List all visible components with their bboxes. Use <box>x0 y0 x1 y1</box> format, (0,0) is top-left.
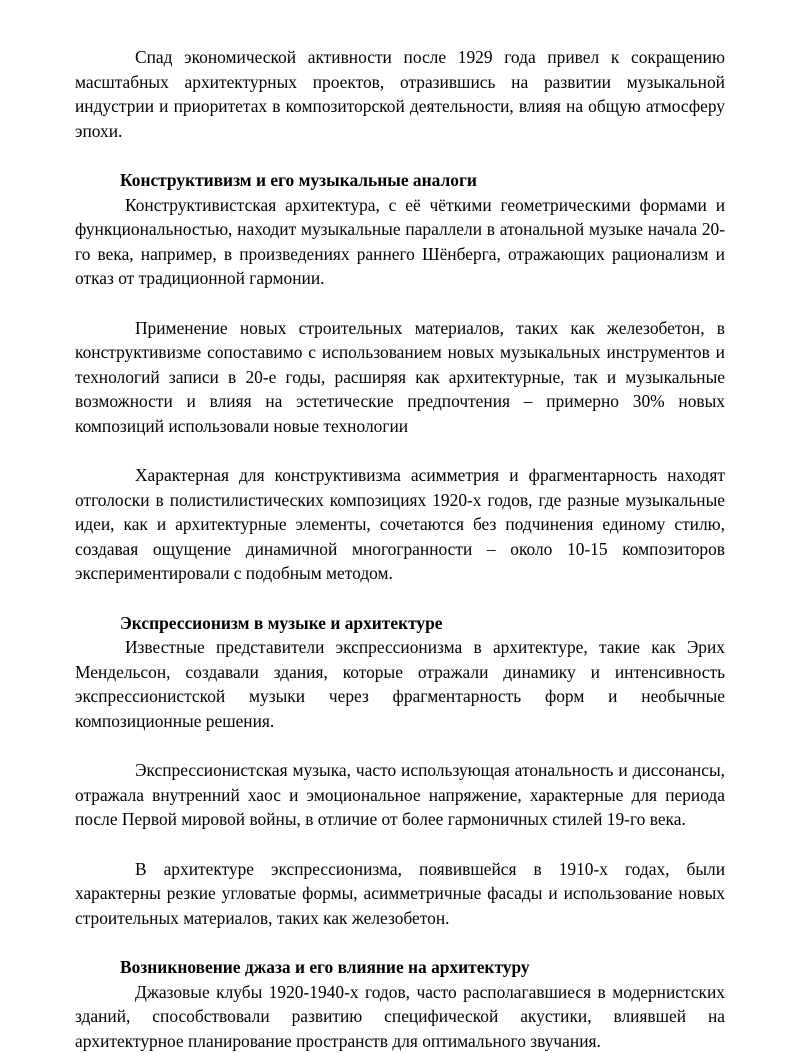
paragraph: Известные представители экспрессионизма в архитектуре, такие как Эрих Мендельсон, создавали здания, которые отражали динамику и интенсивность экспрессионистской музыки через фрагментарность форм и необычные композиционные решения. <box>75 637 725 732</box>
section-heading: Конструктивизм и его музыкальные аналоги <box>120 169 477 190</box>
paragraph: Спад экономической активности после 1929 года привел к сокращению масштабных архитектурных проектов, отразившись на развитии музыкальной индустрии и приоритетах в композиторской деятельности, влияя на общую атмосферу эпохи. <box>75 47 725 141</box>
paragraph: В архитектуре экспрессионизма, появившейся в 1910-х годах, были характерны резкие угловатые формы, асимметричные фасады и использование новых строительных материалов, таких как железобетон. <box>75 858 725 928</box>
paragraph: Экспрессионистская музыка, часто использующая атональность и диссонансы, отражала внутренний хаос и эмоциональное напряжение, характерные для периода после Первой мировой войны, в отличие от более гармоничных стилей 19-го века. <box>75 760 725 830</box>
paragraph: Конструктивистская архитектура, с её чёткими геометрическими формами и функциональностью, находит музыкальные параллели в атональной музыке начала 20-го века, например, в произведениях раннего Шёнберга, отражающих рационализм и отказ от традиционной гармонии. <box>75 194 725 289</box>
paragraph: Применение новых строительных материалов, таких как железобетон, в конструктивизме сопоставимо с использованием новых музыкальных инструментов и технологий записи в 20-е годы, расширяя как архитектурные, так и музыкальные возможности и влияя на эстетические предпочтения – примерно 30% новых композиций использовали новые технологии <box>75 317 725 436</box>
document-page <box>75 45 725 1053</box>
paragraph: Характерная для конструктивизма асимметрия и фрагментарность находят отголоски в полистилистических композициях 1920-х годов, где разные музыкальные идеи, как и архитектурные элементы, сочетаются без подчинения единому стилю, создавая ощущение динамичной многогранности – около 10-15 композиторов экспериментировали с подобным методом. <box>75 465 725 584</box>
section-heading: Экспрессионизм в музыке и архитектуре <box>120 612 443 633</box>
paragraph: Джазовые клубы 1920-1940-х годов, часто располагавшиеся в модернистских зданий, способствовали развитию специфической акустики, влиявшей на архитектурное планирование пространств для оптимального звучания. <box>75 981 725 1051</box>
section-heading: Возникновение джаза и его влияние на архитектуру <box>120 956 530 977</box>
